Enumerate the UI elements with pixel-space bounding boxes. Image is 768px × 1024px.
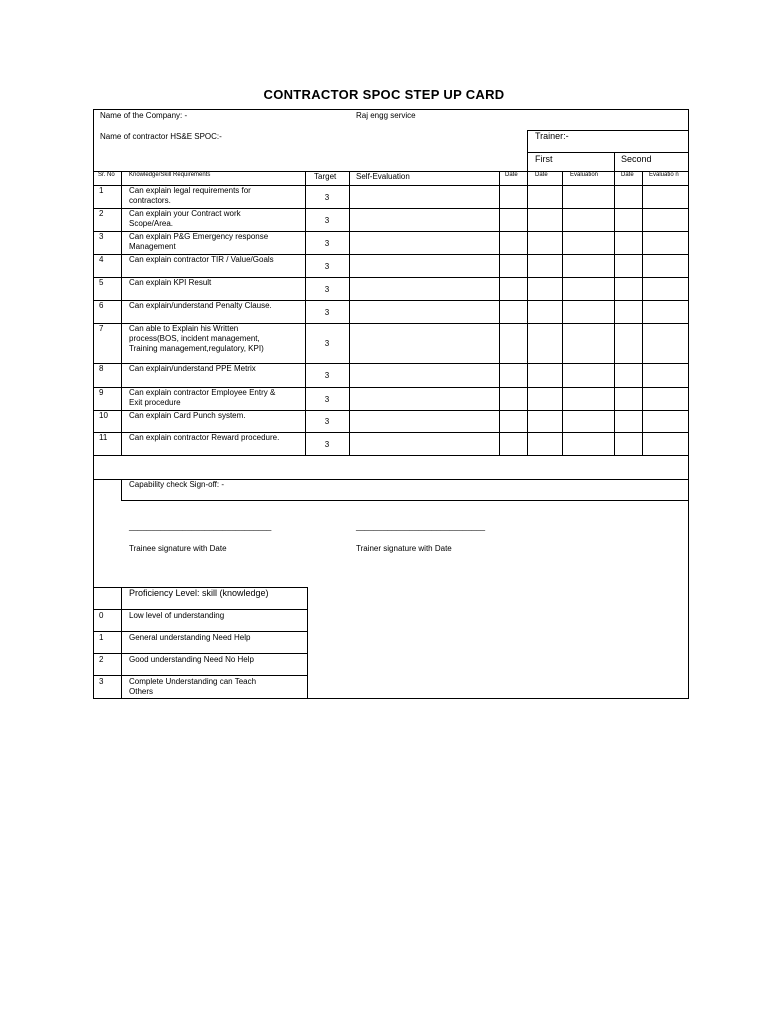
- row-target: 3: [324, 417, 330, 426]
- row-requirement: Can explain your Contract work: [129, 209, 241, 218]
- row-requirement: Can explain/understand Penalty Clause.: [129, 301, 272, 310]
- header-evaluation-2: Evaluatio n: [649, 172, 679, 178]
- proficiency-level-number: 2: [99, 655, 104, 664]
- row-target: 3: [324, 216, 330, 225]
- row-target: 3: [324, 262, 330, 271]
- proficiency-level-description: Low level of understanding: [129, 611, 225, 620]
- row-requirement: Can explain Card Punch system.: [129, 411, 246, 420]
- row-number: 2: [99, 209, 104, 218]
- row-target: 3: [324, 308, 330, 317]
- proficiency-level-description: Good understanding Need No Help: [129, 655, 254, 664]
- header-date-3: Date: [621, 172, 634, 178]
- row-requirement: Can explain contractor Reward procedure.: [129, 433, 280, 442]
- proficiency-level-number: 0: [99, 611, 104, 620]
- contractor-label: Name of contractor HS&E SPOC:-: [100, 132, 222, 141]
- row-number: 8: [99, 364, 104, 373]
- trainee-signature-label: Trainee signature with Date: [129, 544, 227, 553]
- row-requirement: Can explain contractor TIR / Value/Goals: [129, 255, 274, 264]
- proficiency-level-description: Complete Understanding can Teach: [129, 677, 257, 686]
- row-requirement: Training management,regulatory, KPI): [129, 344, 264, 353]
- row-number: 3: [99, 232, 104, 241]
- header-self-evaluation: Self-Evaluation: [356, 172, 410, 181]
- row-number: 4: [99, 255, 104, 264]
- company-label: Name of the Company: -: [100, 111, 188, 120]
- row-requirement: Can explain/understand PPE Metrix: [129, 364, 256, 373]
- header-target: Target: [314, 172, 337, 181]
- row-target: 3: [324, 285, 330, 294]
- row-number: 9: [99, 388, 104, 397]
- row-target: 3: [324, 371, 330, 380]
- header-requirement: Knowledge/Skill Requirements: [129, 172, 211, 178]
- proficiency-level-description: General understanding Need Help: [129, 633, 251, 642]
- header-date-1: Date: [505, 172, 518, 178]
- proficiency-level-description: Others: [129, 687, 154, 696]
- row-requirement: Can able to Explain his Written: [129, 324, 239, 333]
- row-requirement: Can explain KPI Result: [129, 278, 212, 287]
- row-requirement: Management: [129, 242, 176, 251]
- header-date-2: Date: [535, 172, 548, 178]
- row-requirement: process(BOS, incident management,: [129, 334, 260, 343]
- row-number: 1: [99, 186, 104, 195]
- row-number: 10: [99, 411, 108, 420]
- trainer-signature-line: _____________________________: [356, 522, 486, 531]
- trainee-signature-line: ________________________________: [129, 522, 272, 531]
- row-target: 3: [324, 395, 330, 404]
- header-sr-no: Sr. No: [98, 172, 115, 178]
- row-number: 6: [99, 301, 104, 310]
- row-requirement: contractors.: [129, 196, 171, 205]
- row-requirement: Scope/Area.: [129, 219, 174, 228]
- trainer-label: Trainer:-: [535, 131, 569, 141]
- row-target: 3: [324, 239, 330, 248]
- header-evaluation-1: Evaluation: [570, 172, 599, 178]
- row-number: 11: [99, 433, 108, 442]
- signoff-label: Capability check Sign-off: -: [129, 480, 225, 489]
- proficiency-level-number: 1: [99, 633, 104, 642]
- row-target: 3: [324, 193, 330, 202]
- proficiency-header: Proficiency Level: skill (knowledge): [129, 588, 269, 598]
- row-requirement: Can explain contractor Employee Entry &: [129, 388, 276, 397]
- first-label: First: [535, 154, 553, 164]
- row-target: 3: [324, 440, 330, 449]
- trainer-signature-label: Trainer signature with Date: [356, 544, 452, 553]
- row-requirement: Can explain legal requirements for: [129, 186, 251, 195]
- proficiency-level-number: 3: [99, 677, 104, 686]
- row-number: 5: [99, 278, 104, 287]
- row-number: 7: [99, 324, 104, 333]
- page-title: CONTRACTOR SPOC STEP UP CARD: [263, 87, 505, 102]
- second-label: Second: [621, 154, 652, 164]
- row-target: 3: [324, 339, 330, 348]
- row-requirement: Can explain P&G Emergency response: [129, 232, 269, 241]
- company-value: Raj engg service: [356, 111, 416, 120]
- row-requirement: Exit procedure: [129, 398, 181, 407]
